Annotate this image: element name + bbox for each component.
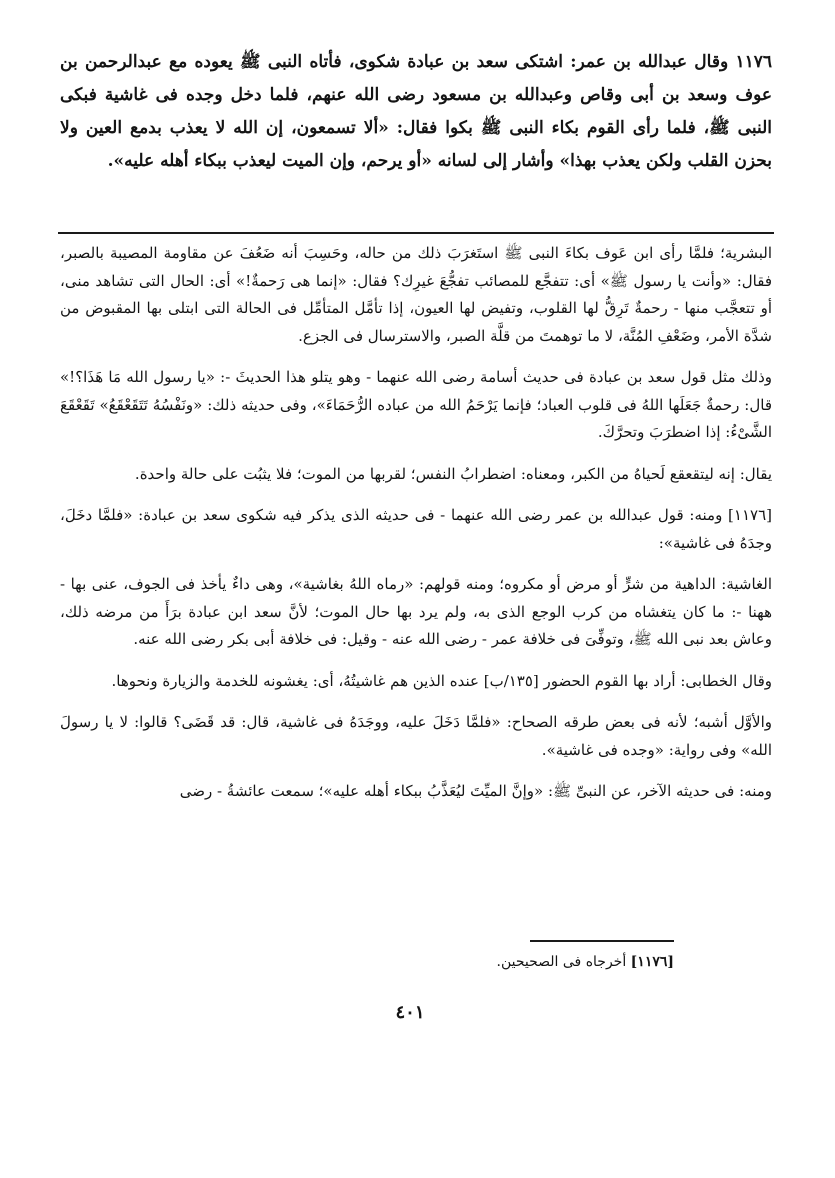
- section-divider: [58, 232, 774, 234]
- commentary-paragraph: والأوَّل أشبه؛ لأنه فى بعض طرقه الصحاح: «فلمَّا دَخَلَ عليه، ووجَدَهُ فى غاشية، قال: قد قَضَى؟ قالوا: لا يا رسولَ الله» وفى رواية: «وجده فى غاشية».: [60, 713, 772, 759]
- footnote-text: أخرجاه فى الصحيحين.: [496, 954, 627, 970]
- commentary-paragraph: وذلك مثل قول سعد بن عبادة فى حديث أسامة رضى الله عنهما - وهو يتلو هذا الحديثَ -: «يا رسول الله مَا هَذَا؟!» قال: رحمةٌ جَعَلَها اللهُ فى قلوب العباد؛ فإنما يَرْحَمُ الله من عباده الرُّحَمَاءَ»، وفى حديثه ذلك: «ونَفْسُهُ تَتَقَعْقَعُ» تَقَعْقَعَ الشَّىْءُ: إذا اضطرَبَ وتحرَّكَ.: [60, 368, 772, 441]
- hadith-text-block: [60, 46, 772, 178]
- commentary-paragraph: ومنه: فى حديثه الآخر، عن النبىِّ ﷺ: «وإنَّ الميِّتَ ليُعَذَّبُ ببكاء أهله عليه»؛ سمعت عائشةُ - رضى: [179, 782, 772, 800]
- footnote-number: [١١٧٦]: [630, 954, 674, 970]
- footnote: [380, 950, 674, 974]
- commentary-paragraph: يقال: إنه ليتقعقع لَحياهُ من الكبر، ومعناه: اضطرابُ النفس؛ لقربها من الموت؛ فلا يثبُت على حالة واحدة.: [134, 464, 772, 483]
- page-number: ٤٠١: [395, 1002, 425, 1023]
- footnote-divider: [530, 940, 674, 942]
- commentary-paragraph: [١١٧٦] ومنه: قول عبدالله بن عمر رضى الله عنهما - فى حديثه الذى يذكر فيه شكوى سعد بن عبادة: «فلمَّا دخَلَ، وجدَهُ فى غاشية»:: [60, 506, 772, 552]
- hadith-body: وقال عبدالله بن عمر: اشتكى سعد بن عبادة شكوى، فأتاه النبى ﷺ يعوده مع عبدالرحمن بن عوف وسعد بن أبى وقاص وعبدالله بن مسعود رضى الله عنهم، فلما دخل وجده فى غاشية فبكى النبى ﷺ، فلما رأى القوم بكاء النبى ﷺ بكوا فقال: «ألا تسمعون، إن الله لا يعذب بدمع العين ولا بحزن القلب ولكن يعذب بهذا» وأشار إلى لسانه «أو يرحم، وإن الميت ليعذب ببكاء أهله عليه».: [60, 52, 772, 171]
- commentary-paragraph: البشرية؛ فلمَّا رأى ابن عَوف بكاءَ النبى ﷺ استَغرَبَ ذلك من حاله، وحَسِبَ أنه ضَعُفَ عن مقاومة المصيبة بالصبر، فقال: «وأنت يا رسول ﷺ» أى: تتفجَّع للمصائب تفجُّعَ غيرِك؟ فقال: «إنما هى رَحمةٌ!» أى: الحال التى تشاهد منى، أو تتعجَّب منها - رحمةٌ تَرِقُّ لها القلوب، وتفيض لها العيون، إذا تأمَّل المتأمِّل فى الحالة التى ابتلى بها المقبوض من شدَّة الأمر، وضَعْفِ المُنَّة، لا ما توهمتَ من قلَّة الصبر، والاسترسال فى الجزع.: [60, 244, 772, 345]
- commentary-paragraph: وقال الخطابى: أراد بها القوم الحضور [١٣٥/ب] عنده الذين هم غاشيتُهُ، أى: يغشونه للخدمة والزيارة ونحوها.: [111, 671, 772, 690]
- hadith-number: ١١٧٦: [735, 52, 773, 72]
- commentary-block: [60, 240, 772, 820]
- commentary-paragraph: الغاشية: الداهية من شرٍّ أو مرض أو مكروه؛ ومنه قولهم: «رماه اللهُ بغاشية»، وهى داءٌ يأخذ فى الجوف، عنى بها - ههنا -: ما كان يتغشاه من كرب الوجع الذى به، ولم يرد بها حال الموت؛ لأنَّ سعد ابن عبادة برَأَ من مرضه ذلك، وعاش بعد نبى الله ﷺ، وتوفِّىَ فى خلافة عمر - رضى الله عنه - وقيل: فى خلافة أبى بكر رضى الله عنه.: [60, 575, 772, 648]
